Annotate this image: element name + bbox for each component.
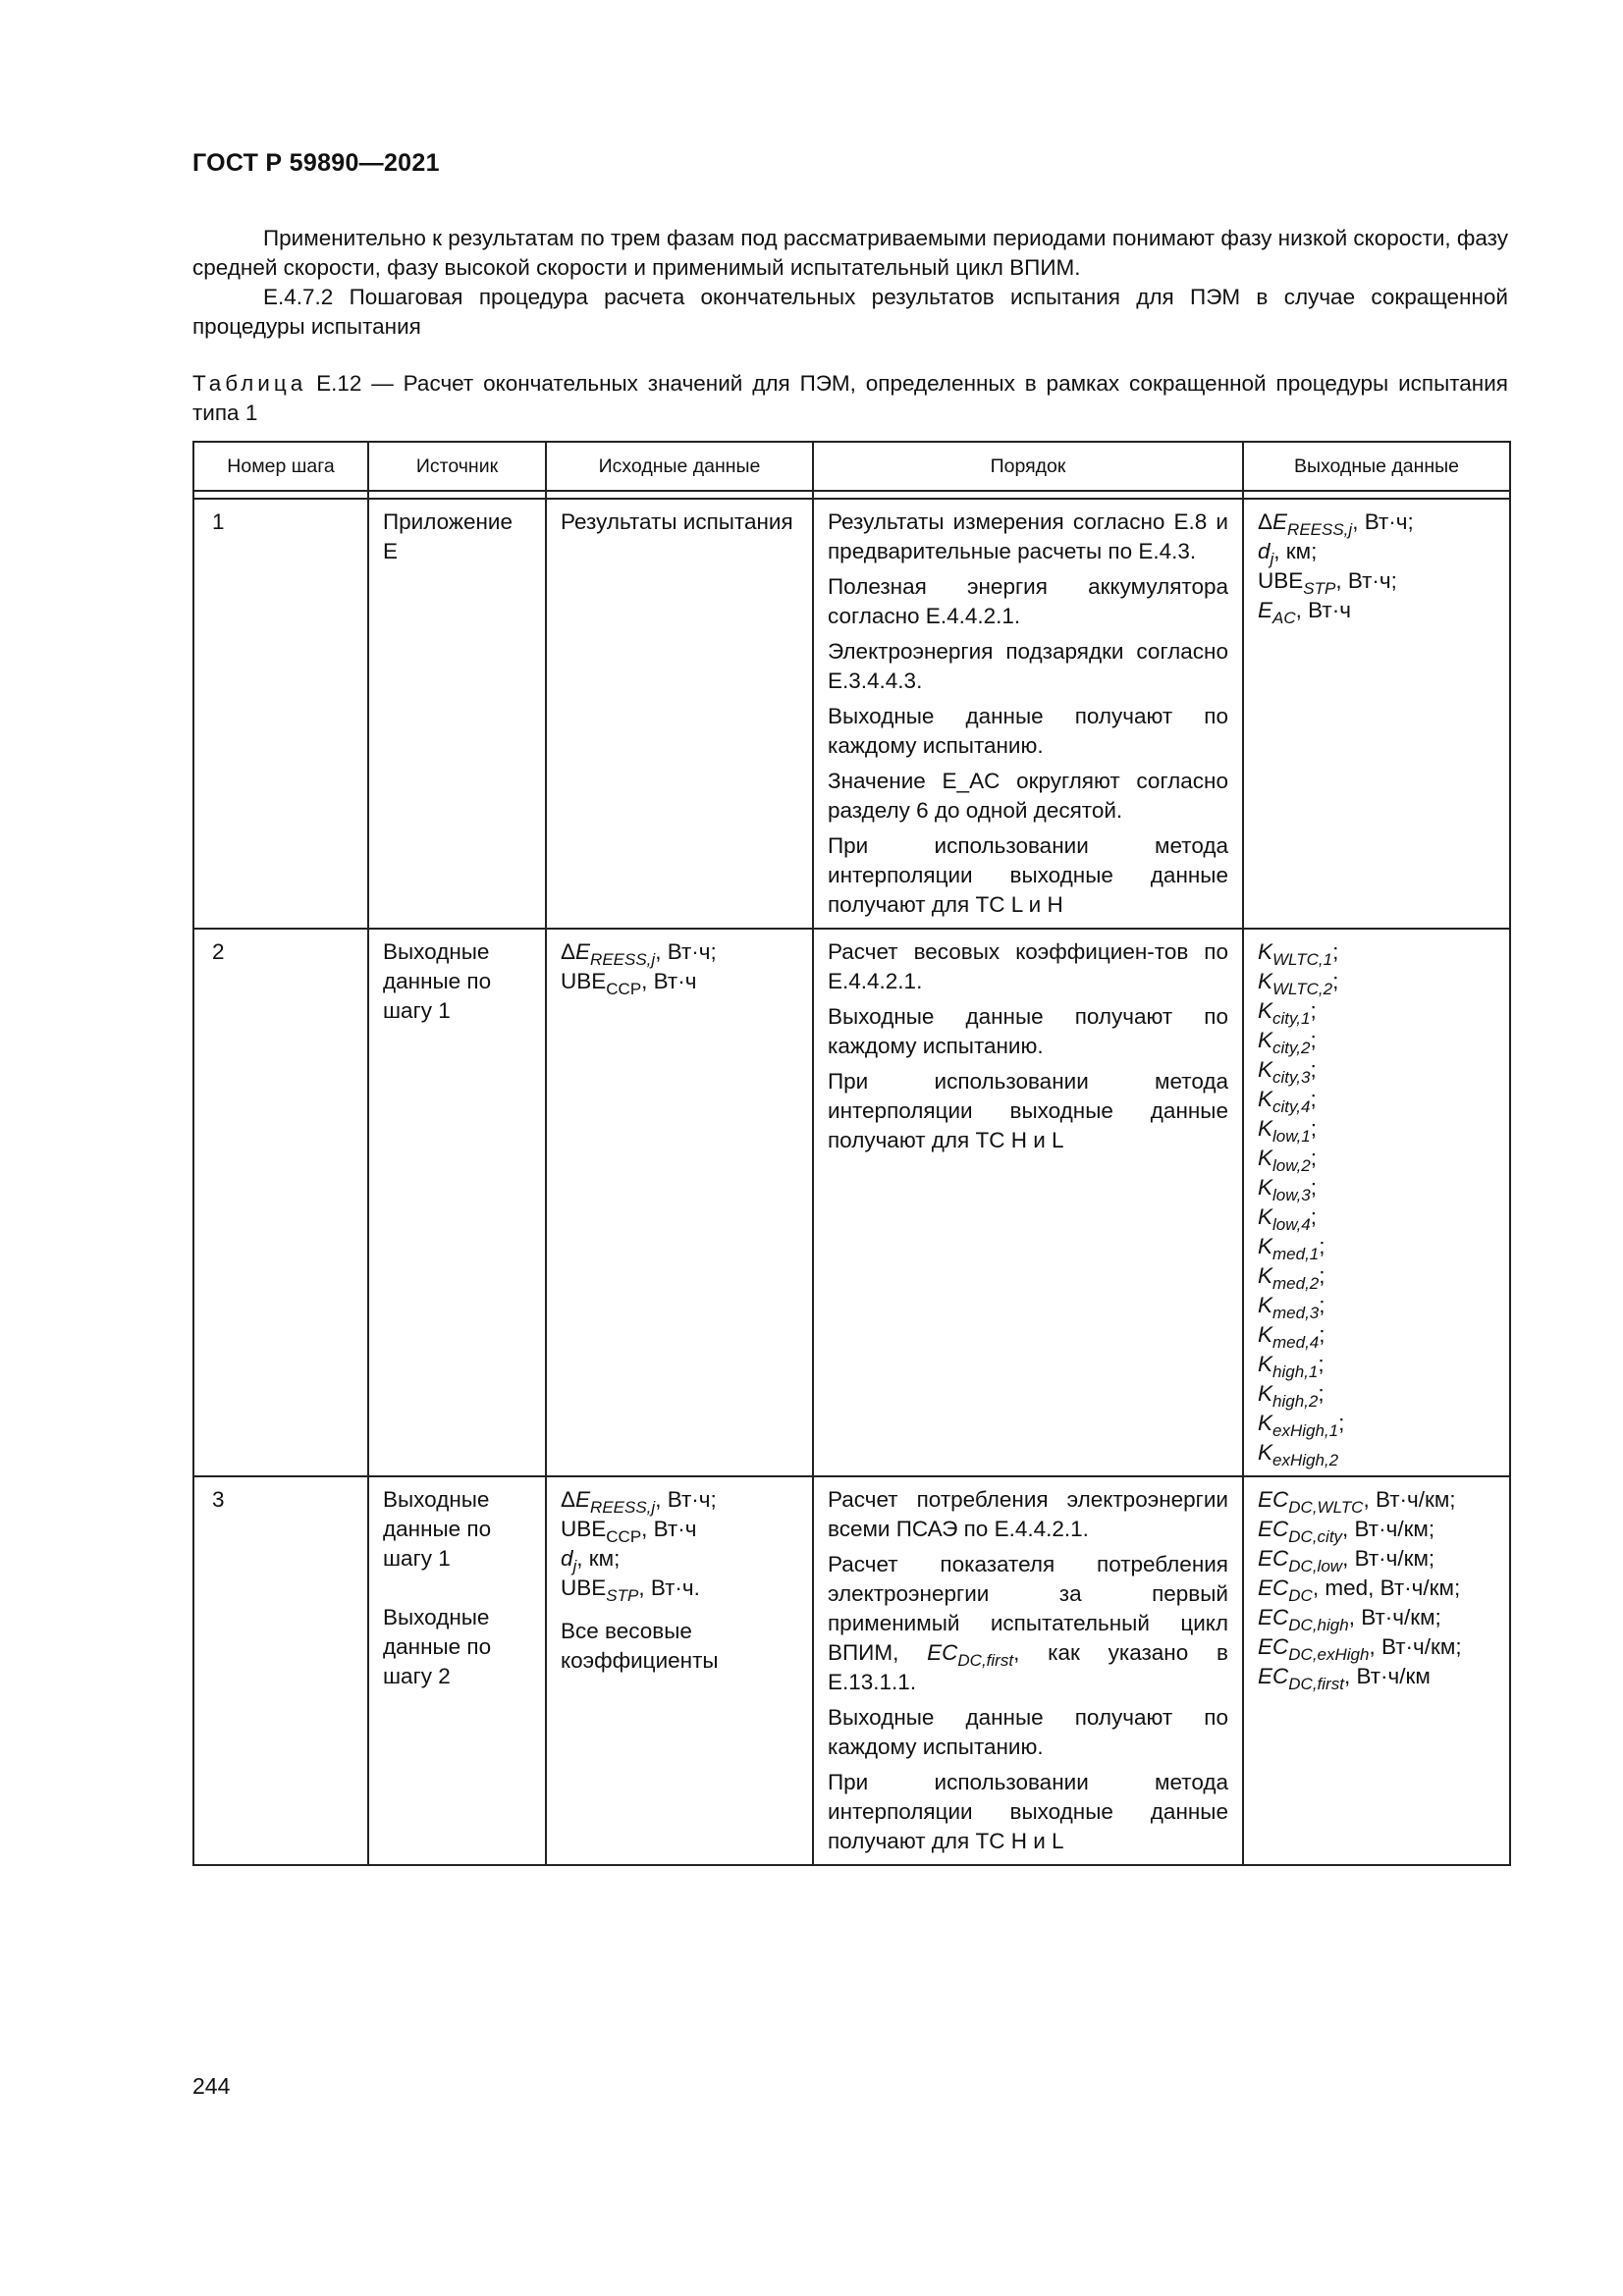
table-header-row [193, 442, 1510, 491]
list-item: $EC_{DC}$, med, Вт·ч/км; [1258, 1575, 1461, 1605]
header-source: Источник [368, 442, 546, 491]
list-item: $EC_{DC,first}$, Вт·ч/км [1258, 1664, 1431, 1693]
list-item: $K_{med,3}$; [1258, 1293, 1325, 1322]
list-item: $K_{low,1}$; [1258, 1116, 1318, 1146]
list-item: $d_j$, км; [1258, 539, 1318, 568]
table-row [193, 929, 1510, 1476]
list-item: $K_{med,1}$; [1258, 1234, 1325, 1263]
list-item: $K_{city,1}$; [1258, 998, 1317, 1028]
input-item: $\Delta E_{REESS,j}$, Вт·ч; [561, 1487, 717, 1517]
list-item: $K_{low,3}$; [1258, 1175, 1318, 1204]
procedure-paragraph: Расчет потребления электроэнергии всеми ПСАЭ по Е.4.4.2.1. [828, 1487, 1228, 1541]
step-procedure [813, 499, 1243, 929]
step-source [368, 1476, 546, 1865]
list-item: $E_{AC}$, Вт·ч [1258, 598, 1351, 627]
list-item: $K_{exHigh,2}$ [1258, 1440, 1339, 1469]
list-item: $K_{med,4}$; [1258, 1322, 1325, 1352]
list-item: $K_{low,4}$; [1258, 1204, 1318, 1234]
procedure-paragraph: Результаты измерения согласно Е.8 и предварительные расчеты по Е.4.3. [828, 509, 1228, 563]
table-caption-text: Е.12 — Расчет окончательных значений для ПЭМ, определенных в рамках сокращенной процедуры испытания типа 1 [192, 371, 1508, 425]
procedure-paragraph: Выходные данные получают по каждому испытанию. [828, 1004, 1228, 1058]
intro-paragraph-1: Применительно к результатам по трем фазам под рассматриваемыми периодами понимают фазу низкой скорости, фазу средней скорости, фазу высокой скорости и применимый испытательный цикл ВПИМ. [192, 226, 1508, 280]
list-item: $\Delta E_{REESS,j}$, Вт·ч; [1258, 509, 1414, 539]
list-item: $EC_{DC,high}$, Вт·ч/км; [1258, 1605, 1441, 1634]
source-paragraph: Выходные данные по шагу 2 [383, 1605, 492, 1688]
intro-paragraph-2: Е.4.7.2 Пошаговая процедура расчета окончательных результатов испытания для ПЭМ в случае сокращенной процедуры испытания [192, 285, 1508, 339]
list-item: $K_{WLTC,1}$; [1258, 939, 1339, 969]
procedure-paragraph: При использовании метода интерполяции выходные данные получают для ТС Н и L [828, 1770, 1228, 1853]
document-header: ГОСТ Р 59890—2021 [192, 149, 440, 177]
input-item: $UBE_{STP}$, Вт·ч. [561, 1575, 700, 1605]
procedure-paragraph: Электроэнергия подзарядки согласно Е.3.4.4.3. [828, 639, 1228, 693]
list-item: $K_{med,2}$; [1258, 1263, 1325, 1293]
step-source: Приложение Е [368, 499, 546, 929]
table-caption-prefix: Таблица [192, 371, 307, 396]
step-procedure [813, 1476, 1243, 1865]
procedure-paragraph: Расчет показателя потребления электроэнергии за первый применимый испытательный цикл ВПИМ, $EC_{DC,first}$, как указано в Е.13.1.1. [828, 1552, 1228, 1694]
input-item: Все весовые коэффициенты [561, 1619, 719, 1673]
procedure-paragraph: Расчет весовых коэффициен-тов по Е.4.4.2.1. [828, 939, 1228, 993]
header-input-data: Исходные данные [546, 442, 813, 491]
list-item: $K_{high,2}$; [1258, 1381, 1325, 1411]
procedure-paragraph: Выходные данные получают по каждому испытанию. [828, 704, 1228, 758]
header-output-data: Выходные данные [1243, 442, 1510, 491]
step-output [1243, 1476, 1510, 1865]
calculation-table [192, 441, 1511, 1866]
step-input: Результаты испытания [546, 499, 813, 929]
list-item: $UBE_{STP}$, Вт·ч; [1258, 568, 1397, 598]
list-item: $K_{low,2}$; [1258, 1146, 1318, 1175]
input-item: $UBE_{CCP}$, Вт·ч [561, 1517, 697, 1546]
page-number: 244 [192, 2073, 231, 2099]
list-item: $EC_{DC,exHigh}$, Вт·ч/км; [1258, 1634, 1462, 1664]
step-procedure [813, 929, 1243, 1476]
list-item: $K_{city,3}$; [1258, 1057, 1317, 1087]
list-item: $UBE_{CCP}$, Вт·ч [561, 969, 697, 998]
procedure-paragraph: Значение E_AC округляют согласно разделу 6 до одной десятой. [828, 769, 1228, 823]
list-item: $K_{high,1}$; [1258, 1352, 1325, 1381]
header-step-number: Номер шага [193, 442, 368, 491]
step-source: Выходные данные по шагу 1 [368, 929, 546, 1476]
intro-text [192, 224, 1508, 342]
step-output [1243, 499, 1510, 929]
step-input [546, 929, 813, 1476]
step-input [546, 1476, 813, 1865]
step-number: 1 [193, 499, 368, 929]
table-caption [192, 369, 1508, 428]
procedure-paragraph: Полезная энергия аккумулятора согласно Е.4.4.2.1. [828, 574, 1228, 628]
step-output [1243, 929, 1510, 1476]
input-item: $d_j$, км; [561, 1546, 621, 1575]
list-item: $K_{city,2}$; [1258, 1028, 1317, 1057]
procedure-paragraph: Выходные данные получают по каждому испытанию. [828, 1705, 1228, 1759]
list-item: $EC_{DC,low}$, Вт·ч/км; [1258, 1546, 1435, 1575]
list-item: $K_{exHigh,1}$; [1258, 1411, 1345, 1440]
procedure-paragraph: При использовании метода интерполяции выходные данные получают для ТС L и H [828, 833, 1228, 917]
header-procedure: Порядок [813, 442, 1243, 491]
list-item: $\Delta E_{REESS,j}$, Вт·ч; [561, 939, 717, 969]
list-item: $K_{WLTC,2}$; [1258, 969, 1339, 998]
table-row [193, 1476, 1510, 1865]
procedure-paragraph: При использовании метода интерполяции выходные данные получают для ТС Н и L [828, 1069, 1228, 1152]
list-item: $K_{city,4}$; [1258, 1087, 1317, 1116]
step-number: 2 [193, 929, 368, 1476]
list-item: $EC_{DC,city}$, Вт·ч/км; [1258, 1517, 1435, 1546]
table-row [193, 499, 1510, 929]
step-number: 3 [193, 1476, 368, 1865]
source-paragraph: Выходные данные по шагу 1 [383, 1487, 492, 1571]
list-item: $EC_{DC,WLTC}$, Вт·ч/км; [1258, 1487, 1456, 1517]
